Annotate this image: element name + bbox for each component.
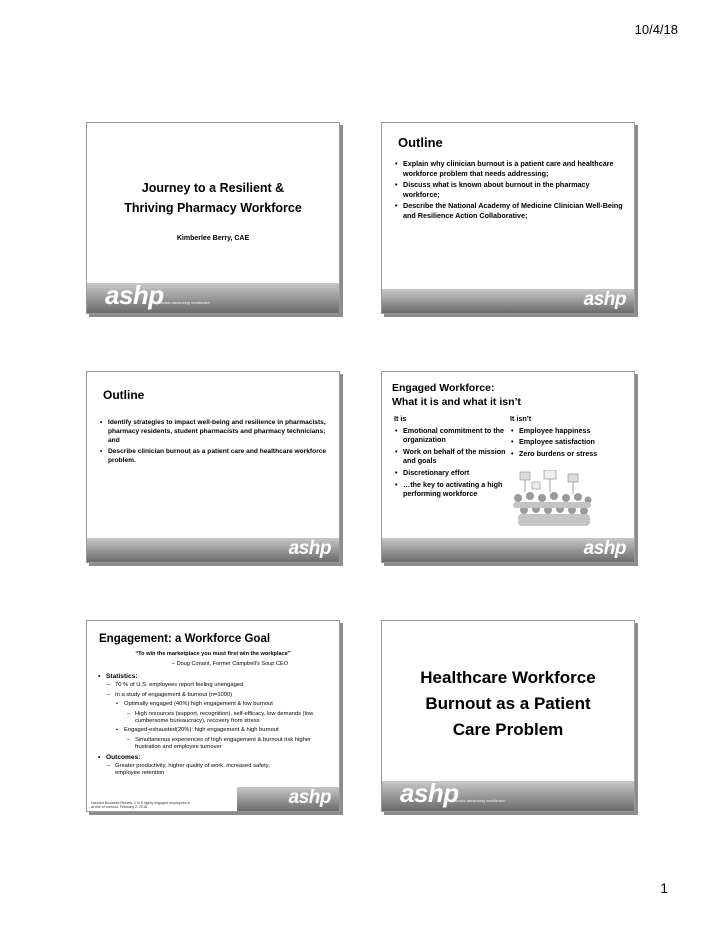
quote: “To win the marketplace you must first win the workplace” — [135, 651, 291, 657]
logo-tagline: pharmacists advancing healthcare — [149, 300, 210, 305]
stat-detail: – High resources (support, recognition), self-efficacy, low demands (low cumbersome bureaucracy), recovery from stress — [135, 711, 333, 726]
footer-band — [237, 787, 339, 811]
slide-title-line1: Journey to a Resilient & — [141, 181, 285, 195]
slide-outline-2 — [86, 371, 340, 563]
bullet-item: • Discretionary effort — [403, 468, 512, 478]
ashp-logo: ashp — [105, 280, 164, 310]
slide-heading: Engagement: a Workforce Goal — [99, 633, 271, 645]
column-heading-it-isnt: It isn’t — [510, 414, 532, 423]
slide-title — [86, 122, 340, 314]
section-title-line3: Care Problem — [452, 720, 564, 739]
slide-burnout-section — [381, 620, 635, 812]
footer-band — [382, 778, 634, 811]
slide-heading-line2: What it is and what it isn’t — [392, 396, 521, 408]
bullet-item: • Describe the National Academy of Medicine Clinician Well-Being and Resilience Action Collaborative; — [403, 201, 626, 220]
ashp-logo: ashp — [288, 787, 331, 808]
ashp-logo: ashp — [400, 778, 459, 808]
crowd-illustration — [508, 470, 594, 528]
slide-heading-line1: Engaged Workforce: — [392, 382, 495, 394]
slide-title-line2: Thriving Pharmacy Workforce — [124, 201, 302, 215]
section-title-line2: Burnout as a Patient — [425, 694, 591, 713]
stat-item: – 70 % of U.S. employees report feeling unengaged — [115, 682, 333, 689]
slide-heading: Outline — [398, 135, 443, 150]
ashp-logo: ashp — [583, 289, 626, 310]
bullet-item: • Zero burdens or stress — [519, 449, 628, 459]
source-citation — [91, 801, 241, 809]
slide-outline-1 — [381, 122, 635, 314]
quote-author: – Doug Conant, Former Campbell’s Soup CEO — [171, 661, 289, 667]
logo-tagline: pharmacists advancing healthcare — [444, 798, 505, 803]
stat-item: – In a study of engagement & burnout (n=1000) — [115, 692, 333, 699]
slide-engagement-goal — [86, 620, 340, 812]
date-header: 10/4/18 — [634, 22, 678, 37]
footer-band — [382, 538, 634, 562]
citation-line: at risk of burnout. February 2, 2018. — [91, 805, 149, 809]
outcome-item: – Greater productivity, higher quality of work, increased safety, employee retention — [115, 763, 275, 778]
section-title-line1: Healthcare Workforce — [420, 668, 596, 687]
bullet-item: • Work on behalf of the mission and goals — [403, 447, 512, 466]
bullet-item: • Identify strategies to impact well-being and resilience in pharmacists, pharmacy residents, student pharmacists and pharmacy technicians; and — [108, 418, 331, 445]
page-number: 1 — [660, 880, 668, 896]
bullet-item: • Emotional commitment to the organization — [403, 426, 512, 445]
author: Kimberlee Berry, CAE — [176, 235, 250, 242]
stat-subitem: • Optimally engaged (40%):high engagement & low burnout — [124, 701, 333, 708]
footer-band — [87, 538, 339, 562]
bullet-item: • Employee satisfaction — [519, 437, 628, 447]
stat-subitem: • Engaged-exhausted(20%): high engagement & high burnout — [124, 727, 333, 734]
ashp-logo: ashp — [288, 538, 331, 559]
bullet-item: • Describe clinician burnout as a patient care and healthcare workforce problem. — [108, 447, 331, 465]
bullet-item: • Employee happiness — [519, 426, 628, 436]
bullet-item: • Explain why clinician burnout is a patient care and healthcare workforce problem that needs addressing; — [403, 159, 626, 178]
column-heading-it-is: It is — [394, 414, 407, 423]
ashp-logo: ashp — [583, 538, 626, 559]
stats-heading: • Statistics: — [106, 673, 333, 680]
footer-band — [87, 280, 339, 313]
bullet-item: • Discuss what is known about burnout in the pharmacy workforce; — [403, 180, 626, 199]
footer-band — [382, 289, 634, 313]
slide-heading: Outline — [103, 388, 145, 402]
outcomes-heading: • Outcomes: — [106, 754, 333, 761]
stat-detail: – Simultaneous experiences of high engagement & burnout risk higher frustration and employee turnover — [135, 737, 333, 752]
slide-engaged-workforce — [381, 371, 635, 563]
bullet-item: • …the key to activating a high performing workforce — [403, 480, 512, 499]
citation-line: Harvard Business Review. 1 in 5 highly engaged employees is — [91, 801, 191, 805]
